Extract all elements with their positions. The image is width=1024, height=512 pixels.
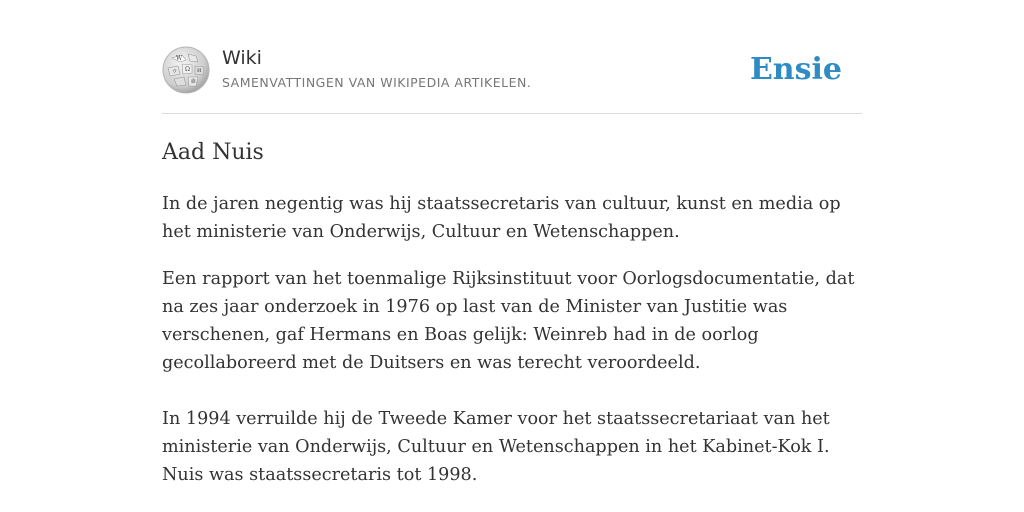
site-header (162, 46, 862, 98)
site-name[interactable]: Wiki (222, 47, 262, 69)
article-paragraph: Een rapport van het toenmalige Rijksinstituut voor Oorlogsdocumentatie, dat na zes jaar onderzoek in 1976 op last van de Minister van Justitie was verschenen, gaf Hermans en Boas gelijk: Weinreb had in de oorlog gecollaboreerd met de Duitsers en was terecht veroordeeld. (162, 269, 855, 373)
svg-text:ウ: ウ (172, 69, 178, 75)
svg-text:W: W (176, 55, 183, 62)
article-paragraph: In de jaren negentig was hij staatssecretaris van cultuur, kunst en media op het ministerie van Onderwijs, Cultuur en Wetenschappen. (162, 194, 841, 242)
svg-text:Ω: Ω (185, 66, 190, 73)
article-title: Aad Nuis (162, 140, 264, 165)
header-divider (162, 113, 862, 114)
svg-text:維: 維 (191, 79, 197, 85)
ensie-brand-link[interactable]: Ensie (749, 52, 842, 87)
site-tagline: SAMENVATTINGEN VAN WIKIPEDIA ARTIKELEN. (222, 75, 532, 90)
wikipedia-globe-icon[interactable] (162, 46, 210, 94)
svg-text:И: И (197, 68, 202, 74)
article (162, 136, 862, 489)
article-paragraph: In 1994 verruilde hij de Tweede Kamer voor het staatssecretariaat van het ministerie van Onderwijs, Cultuur en Wetenschappen in het Kabinet-Kok I. Nuis was staatssecretaris tot 1998. (162, 409, 830, 485)
